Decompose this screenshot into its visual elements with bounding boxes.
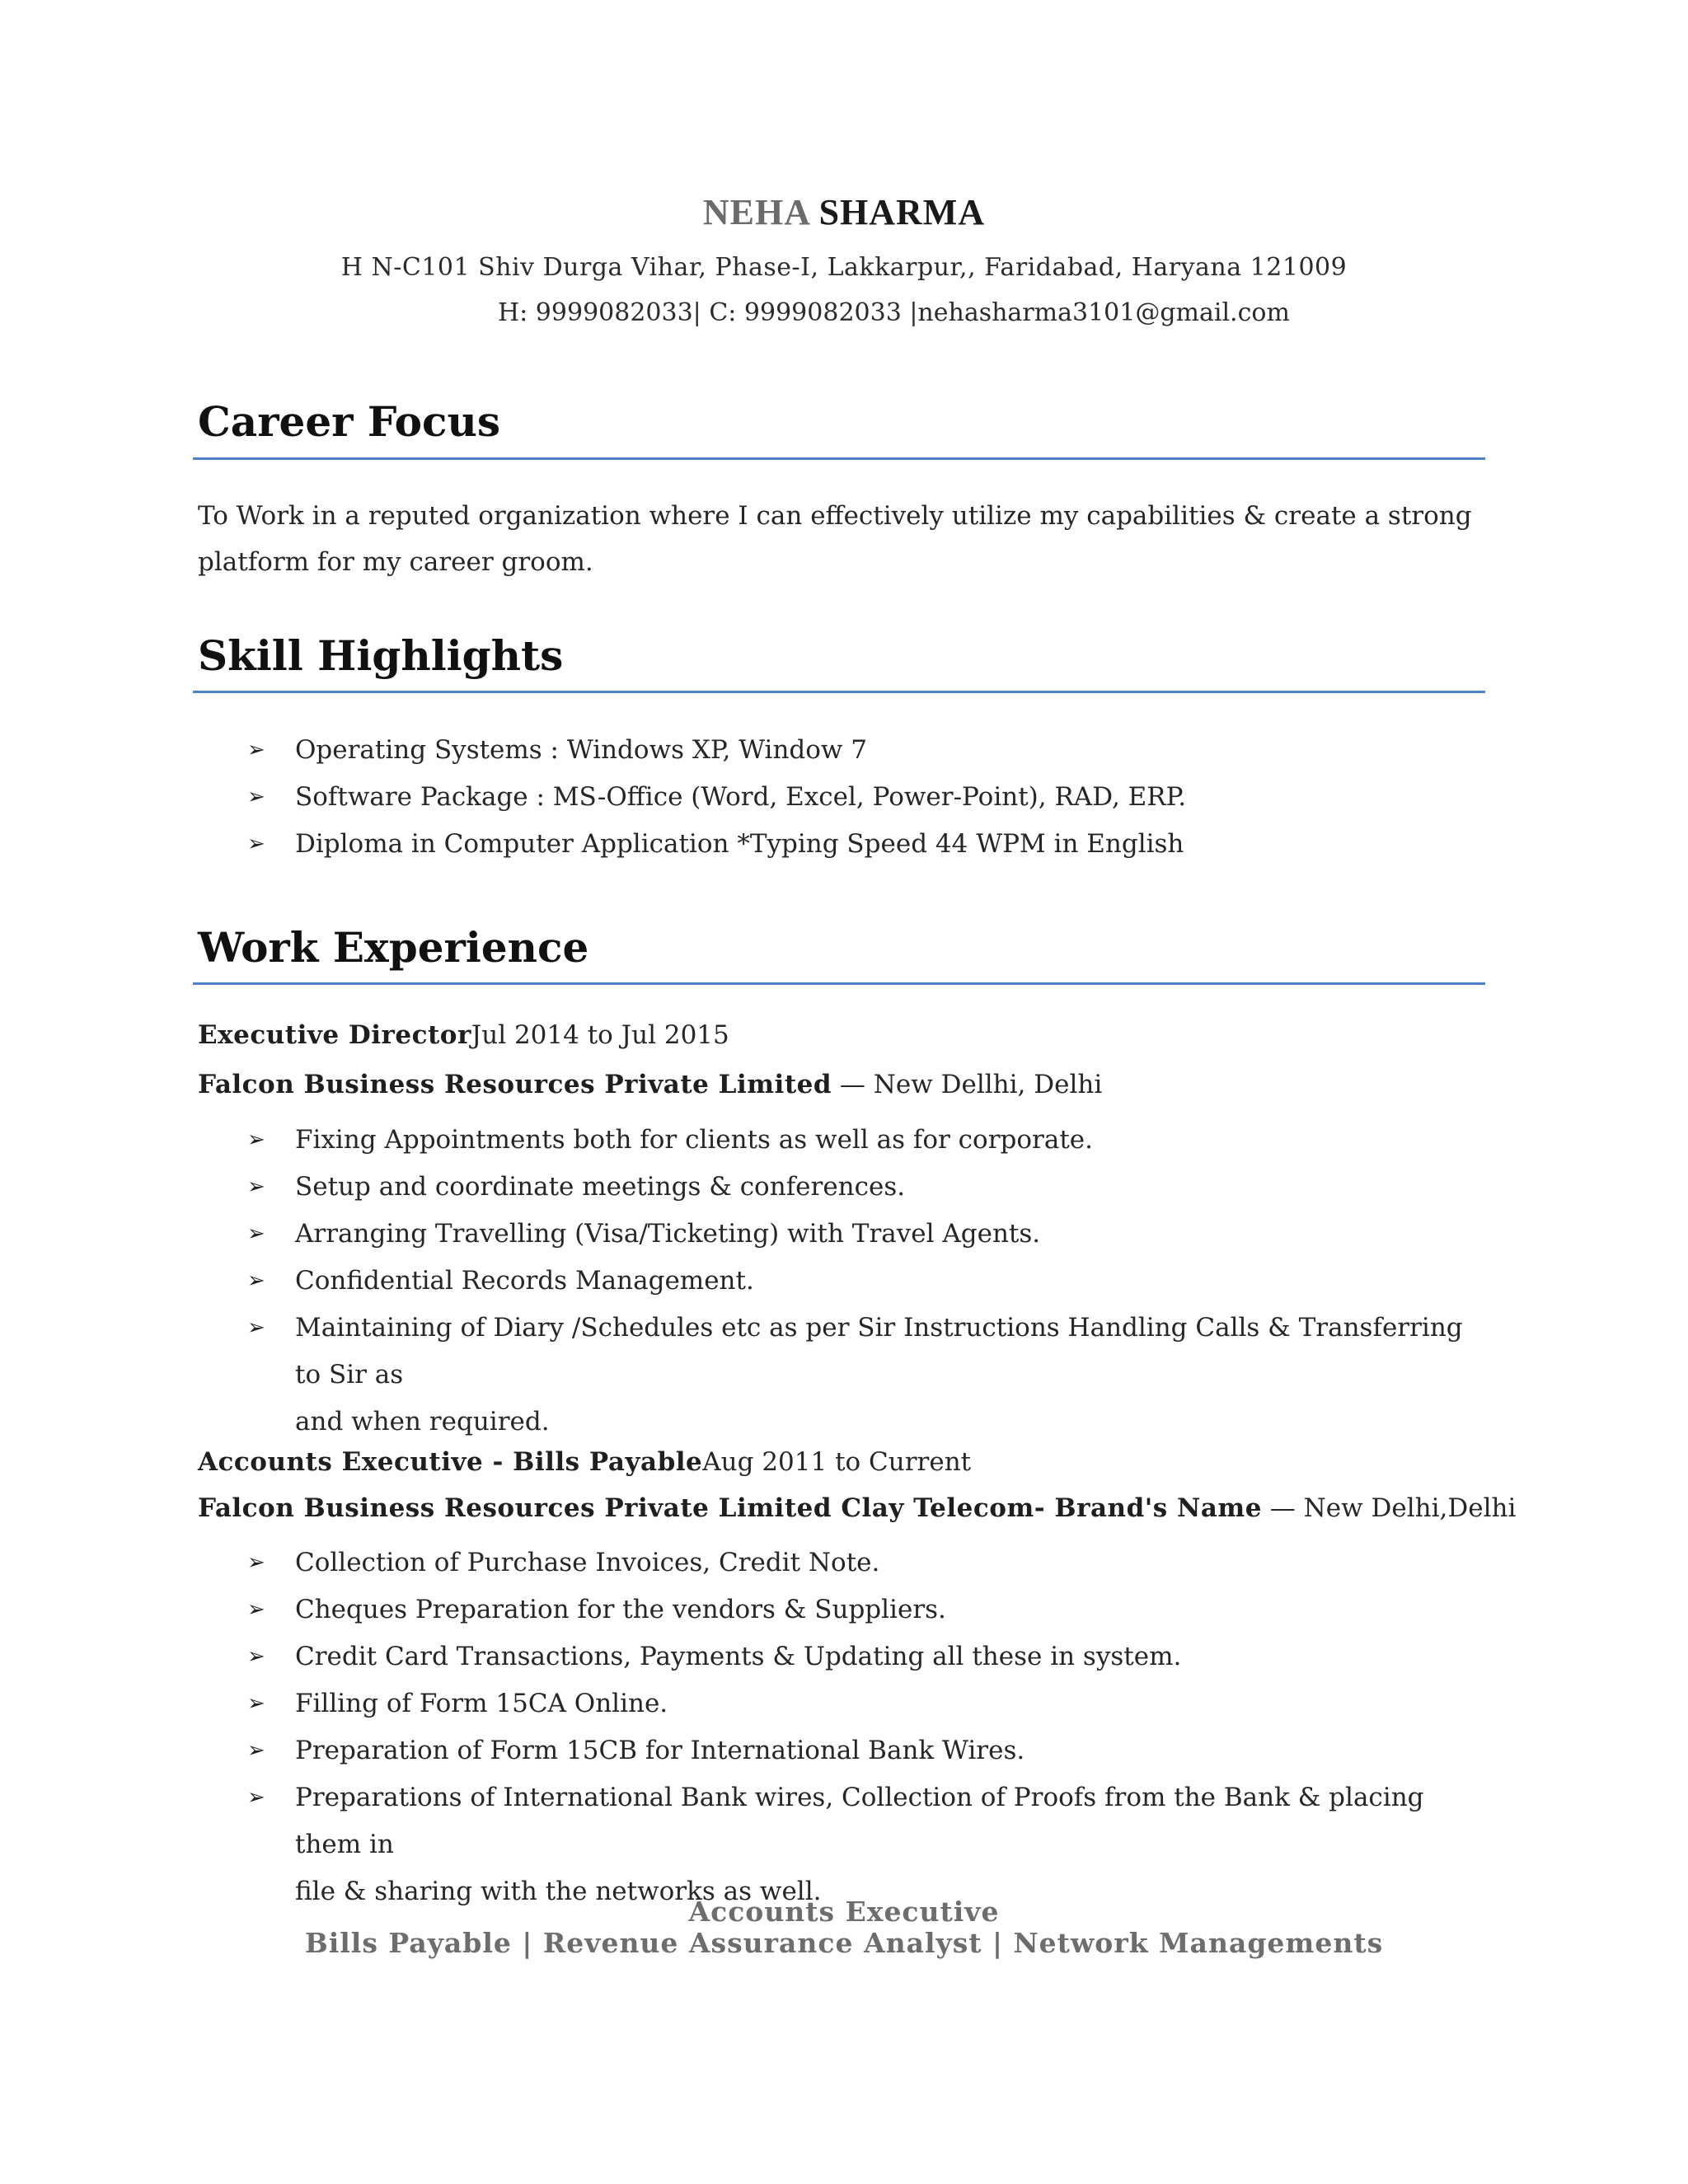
skill-text: Diploma in Computer Application *Typing Speed 44 WPM in English [295, 829, 1184, 859]
arrowhead-bullet-icon: ➢ [247, 1127, 265, 1152]
arrowhead-bullet-icon: ➢ [247, 738, 265, 762]
list-item [198, 1305, 1492, 1399]
job-location: New Delhi,Delhi [1303, 1493, 1517, 1523]
duty-text: Preparations of International Bank wires, Collection of Proofs from the Bank & placing them in [295, 1783, 1424, 1859]
job-dates: Jul 2014 to Jul 2015 [471, 1020, 729, 1050]
contact-line: H: 9999082033| C: 9999082033 |nehasharma3101@gmail.com [498, 298, 1290, 327]
list-item [198, 1633, 1492, 1680]
duty-text: file & sharing with the networks as well. [295, 1877, 822, 1906]
career-focus-line: platform for my career groom. [198, 547, 593, 577]
duty-text: Maintaining of Diary /Schedules etc as per Sir Instructions Handling Calls & Transferring to Sir as [295, 1313, 1463, 1390]
duty-text: Cheques Preparation for the vendors & Suppliers. [295, 1595, 946, 1624]
last-name: SHARMA [818, 192, 986, 232]
list-item [198, 727, 1492, 774]
job-location: New Dellhi, Delhi [873, 1070, 1103, 1099]
list-item [198, 1164, 1492, 1211]
candidate-name [0, 191, 1688, 233]
skill-highlights-heading: Skill Highlights [198, 631, 564, 680]
arrowhead-bullet-icon: ➢ [247, 1691, 265, 1716]
career-focus-text [198, 493, 1484, 585]
arrowhead-bullet-icon: ➢ [247, 1221, 265, 1246]
duty-text: Credit Card Transactions, Payments & Updating all these in system. [295, 1642, 1182, 1671]
list-item [198, 1774, 1492, 1868]
skill-text: Software Package : MS-Office (Word, Excel, Power-Point), RAD, ERP. [295, 782, 1187, 812]
arrowhead-bullet-icon: ➢ [247, 785, 265, 809]
job-company-line [198, 1070, 1102, 1099]
job-dates: Aug 2011 to Current [702, 1447, 972, 1477]
list-item [198, 1586, 1492, 1633]
section-divider [193, 691, 1485, 693]
list-item [198, 1540, 1492, 1586]
first-name: NEHA [702, 192, 809, 232]
job-duties-list [198, 1540, 1492, 1915]
arrowhead-bullet-icon: ➢ [247, 1644, 265, 1669]
duty-text: Arranging Travelling (Visa/Ticketing) with Travel Agents. [295, 1219, 1041, 1249]
list-item [198, 1258, 1492, 1305]
skills-list [198, 727, 1492, 868]
arrowhead-bullet-icon: ➢ [247, 1268, 265, 1293]
duty-text: Collection of Purchase Invoices, Credit Note. [295, 1548, 880, 1577]
job-title-line [198, 1020, 729, 1050]
list-item [198, 1680, 1492, 1727]
list-item [198, 1211, 1492, 1258]
list-item [198, 774, 1492, 821]
job-company-line [198, 1493, 1516, 1523]
arrowhead-bullet-icon: ➢ [247, 1597, 265, 1622]
duty-text: Filling of Form 15CA Online. [295, 1689, 668, 1718]
career-focus-heading: Career Focus [198, 397, 500, 446]
career-focus-line: To Work in a reputed organization where I can effectively utilize my capabilities & create a strong [198, 501, 1472, 531]
arrowhead-bullet-icon: ➢ [247, 1174, 265, 1199]
job-role: Accounts Executive - Bills Payable [198, 1447, 703, 1477]
skill-text: Operating Systems : Windows XP, Window 7 [295, 735, 868, 765]
job-role: Executive Director [198, 1020, 471, 1050]
job-duties-list [198, 1117, 1492, 1446]
footer-title: Accounts Executive [688, 1896, 1000, 1928]
address-line: H N-C101 Shiv Durga Vihar, Phase-I, Lakkarpur,, Faridabad, Haryana 121009 [340, 253, 1348, 282]
section-divider [193, 982, 1485, 985]
list-item [198, 1399, 1492, 1446]
list-item [198, 1117, 1492, 1164]
section-divider [193, 457, 1485, 460]
job-company: Falcon Business Resources Private Limited [198, 1070, 832, 1099]
work-experience-heading: Work Experience [198, 923, 589, 972]
job-title-line [198, 1447, 971, 1477]
duty-text: Fixing Appointments both for clients as well as for corporate. [295, 1125, 1093, 1155]
list-item [198, 821, 1492, 868]
duty-text: Preparation of Form 15CB for International Bank Wires. [295, 1736, 1025, 1765]
duty-text: and when required. [295, 1407, 550, 1436]
arrowhead-bullet-icon: ➢ [247, 832, 265, 856]
footer-roles: Bills Payable | Revenue Assurance Analyst | Network Managements [304, 1927, 1384, 1959]
arrowhead-bullet-icon: ➢ [247, 1738, 265, 1763]
job-dash: — [832, 1070, 874, 1099]
duty-text: Confidential Records Management. [295, 1266, 754, 1296]
arrowhead-bullet-icon: ➢ [247, 1315, 265, 1340]
job-company: Falcon Business Resources Private Limited Clay Telecom- Brand's Name [198, 1493, 1262, 1523]
job-dash: — [1261, 1493, 1304, 1523]
arrowhead-bullet-icon: ➢ [247, 1550, 265, 1575]
list-item [198, 1727, 1492, 1774]
duty-text: Setup and coordinate meetings & conferences. [295, 1172, 906, 1202]
arrowhead-bullet-icon: ➢ [247, 1785, 265, 1810]
